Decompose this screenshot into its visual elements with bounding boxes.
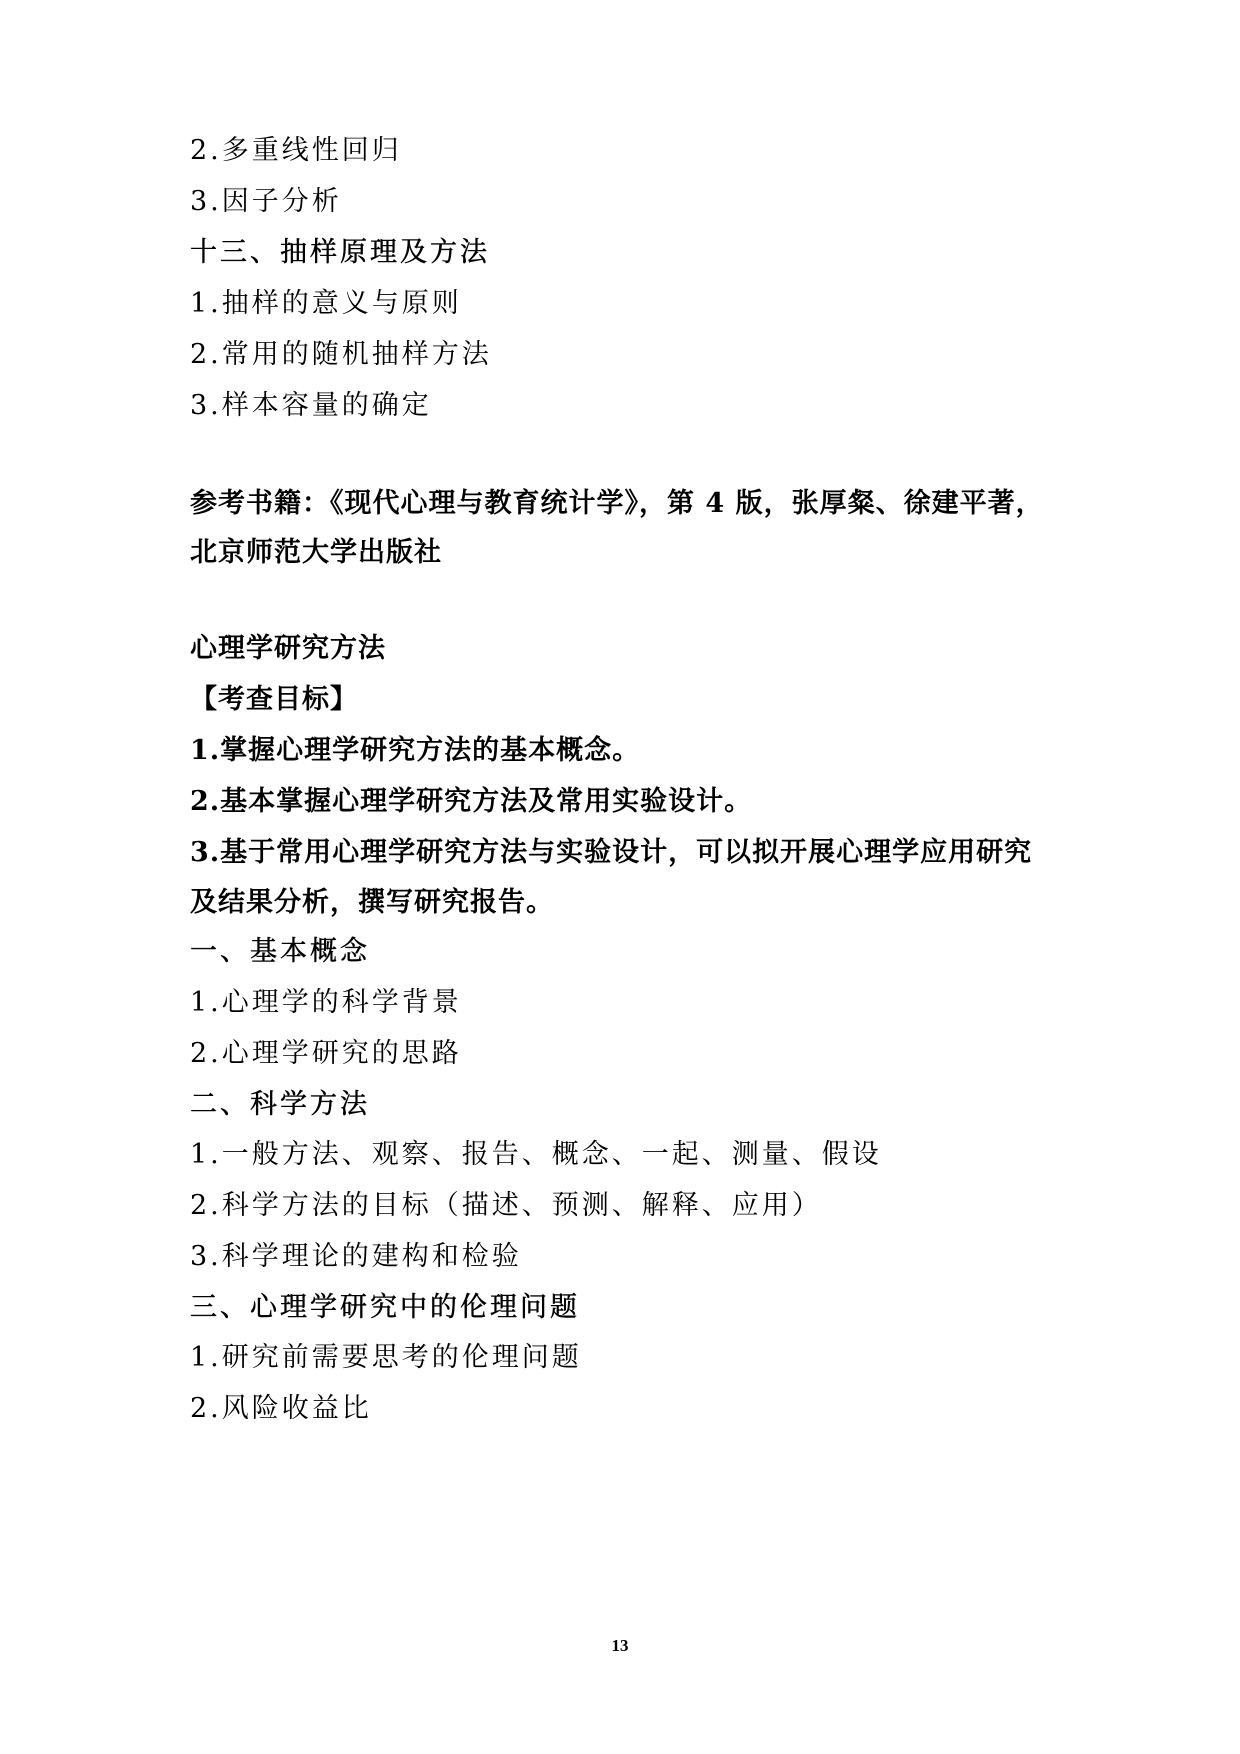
reference-line: 北京师范大学出版社 (190, 537, 442, 568)
list-item: 2.多重线性回归 (190, 135, 402, 166)
list-item: 2.风险收益比 (190, 1393, 372, 1424)
page-number: 13 (611, 1636, 629, 1655)
objective-item-continued: 及结果分析，撰写研究报告。 (190, 887, 554, 918)
reference-line: 参考书籍：《现代心理与教育统计学》，第 4 版，张厚粲、徐建平著， (190, 488, 1044, 519)
course-title: 心理学研究方法 (190, 633, 386, 664)
section-heading: 十三、抽样原理及方法 (190, 237, 490, 268)
section-heading: 一、基本概念 (190, 936, 370, 967)
list-item: 1.心理学的科学背景 (190, 987, 462, 1018)
list-item: 1.一般方法、观察、报告、概念、一起、测量、假设 (190, 1139, 882, 1170)
list-item: 3.因子分析 (190, 186, 342, 217)
list-item: 3.样本容量的确定 (190, 390, 432, 421)
objectives-heading: 【考查目标】 (190, 684, 358, 715)
section-heading: 二、科学方法 (190, 1089, 370, 1120)
list-item: 1.抽样的意义与原则 (190, 288, 462, 319)
objective-item: 1.掌握心理学研究方法的基本概念。 (190, 735, 641, 766)
list-item: 1.研究前需要思考的伦理问题 (190, 1342, 582, 1373)
list-item: 2.心理学研究的思路 (190, 1038, 462, 1069)
list-item: 2.常用的随机抽样方法 (190, 339, 492, 370)
objective-item: 2.基本掌握心理学研究方法及常用实验设计。 (190, 786, 753, 817)
list-item: 2.科学方法的目标（描述、预测、解释、应用） (190, 1190, 822, 1221)
list-item: 3.科学理论的建构和检验 (190, 1241, 522, 1272)
section-heading: 三、心理学研究中的伦理问题 (190, 1292, 580, 1323)
objective-item: 3.基于常用心理学研究方法与实验设计，可以拟开展心理学应用研究 (190, 837, 1033, 868)
